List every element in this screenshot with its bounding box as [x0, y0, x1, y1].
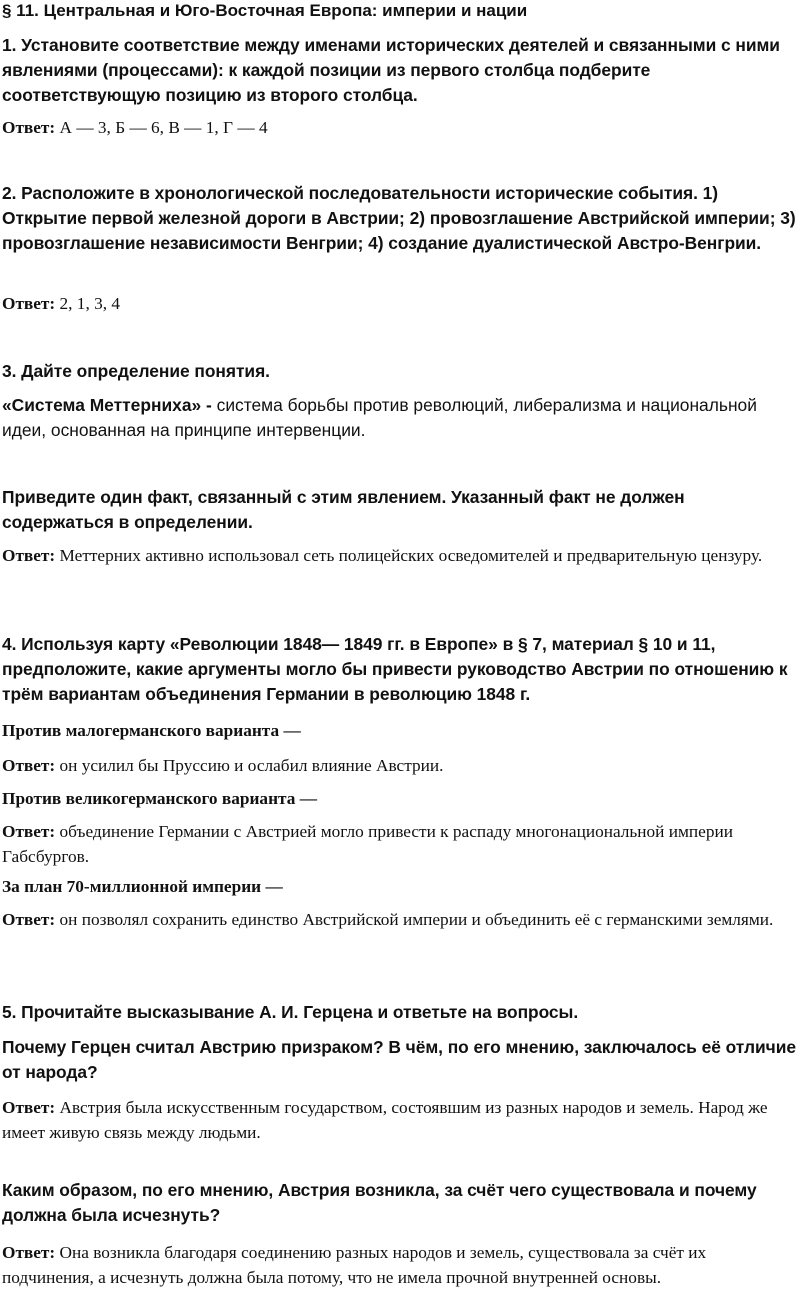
q4-item-3-label: За план 70-миллионной империи — [2, 877, 283, 896]
answer-text: Она возникла благодаря соединению разных народов и земель, существовала за счёт их подчинения, а исчезнуть должна была потому, что не имела прочной внутренней основы. [2, 1243, 707, 1287]
question-1-answer [2, 115, 798, 140]
q4-item-1-label: Против малогерманского варианта — [2, 721, 301, 740]
answer-label: Ответ: [2, 1098, 56, 1117]
answer-text: он позволял сохранить единство Австрийской империи и объединить её с германскими землями. [59, 910, 774, 929]
question-5-sub-1: Почему Герцен считал Австрию призраком? В чём, по его мнению, заключалось её отличие от народа? [2, 1037, 796, 1082]
answer-label: Ответ: [2, 294, 56, 313]
question-5-answer-2 [2, 1240, 798, 1290]
answer-label: Ответ: [2, 822, 56, 841]
answer-text: Меттерних активно использовал сеть полицейских осведомителей и предварительную цензуру. [59, 546, 763, 565]
question-2-text: 2. Расположите в хронологической последовательности исторические события. 1) Открытие первой железной дороги в Австрии; 2) провозглашение Австрийской империи; 3) провозглашение независимости Венгрии; 4) создание дуалистической Австро-Венгрии. [2, 183, 796, 253]
answer-label: Ответ: [2, 910, 56, 929]
question-2-answer [2, 291, 798, 316]
q4-item-2-label: Против великогерманского варианта — [2, 789, 317, 808]
question-5-text: 5. Прочитайте высказывание А. И. Герцена и ответьте на вопросы. [2, 1002, 579, 1022]
answer-text: объединение Германии с Австрией могло привести к распаду многонациональной империи Габсбургов. [2, 822, 733, 866]
answer-label: Ответ: [2, 756, 56, 775]
question-4-text: 4. Используя карту «Революции 1848— 1849 гг. в Европе» в § 7, материал § 10 и 11, предположите, какие аргументы могло бы привести руководство Австрии по отношению к трём вариантам объединения Германии в революцию 1848 г. [2, 634, 788, 704]
q4-item-3-answer [2, 907, 798, 932]
question-5-answer-1 [2, 1095, 798, 1145]
answer-label: Ответ: [2, 118, 56, 137]
answer-text: А — 3, Б — 6, В — 1, Г — 4 [59, 118, 268, 137]
question-3-fact-prompt: Приведите один факт, связанный с этим явлением. Указанный факт не должен содержаться в определении. [2, 487, 685, 532]
question-3-definition [2, 393, 798, 443]
question-1-text: 1. Установите соответствие между именами исторических деятелей и связанными с ними явлениями (процессами): к каждой позиции из первого столбца подберите соответствующую позицию из второго столбца. [2, 35, 780, 105]
answer-text: 2, 1, 3, 4 [59, 294, 120, 313]
answer-text: он усилил бы Пруссию и ослабил влияние Австрии. [59, 756, 444, 775]
q4-item-2-answer [2, 819, 798, 869]
page-title: § 11. Центральная и Юго-Восточная Европа: империи и нации [2, 1, 528, 20]
answer-text: Австрия была искусственным государством, состоявшим из разных народов и земель. Народ же имеет живую связь между людьми. [2, 1098, 768, 1142]
question-5-sub-2: Каким образом, по его мнению, Австрия возникла, за счёт чего существовала и почему должна была исчезнуть? [2, 1180, 757, 1225]
q4-item-1-answer [2, 753, 798, 778]
definition-text: система борьбы против революций, либерализма и национальной идеи, основанная на принципе интервенции. [2, 395, 757, 440]
answer-label: Ответ: [2, 546, 56, 565]
answer-label: Ответ: [2, 1243, 56, 1262]
question-3-text: 3. Дайте определение понятия. [2, 361, 270, 381]
definition-term: «Система Меттерниха» - [2, 395, 212, 415]
question-3-fact-answer [2, 543, 798, 568]
